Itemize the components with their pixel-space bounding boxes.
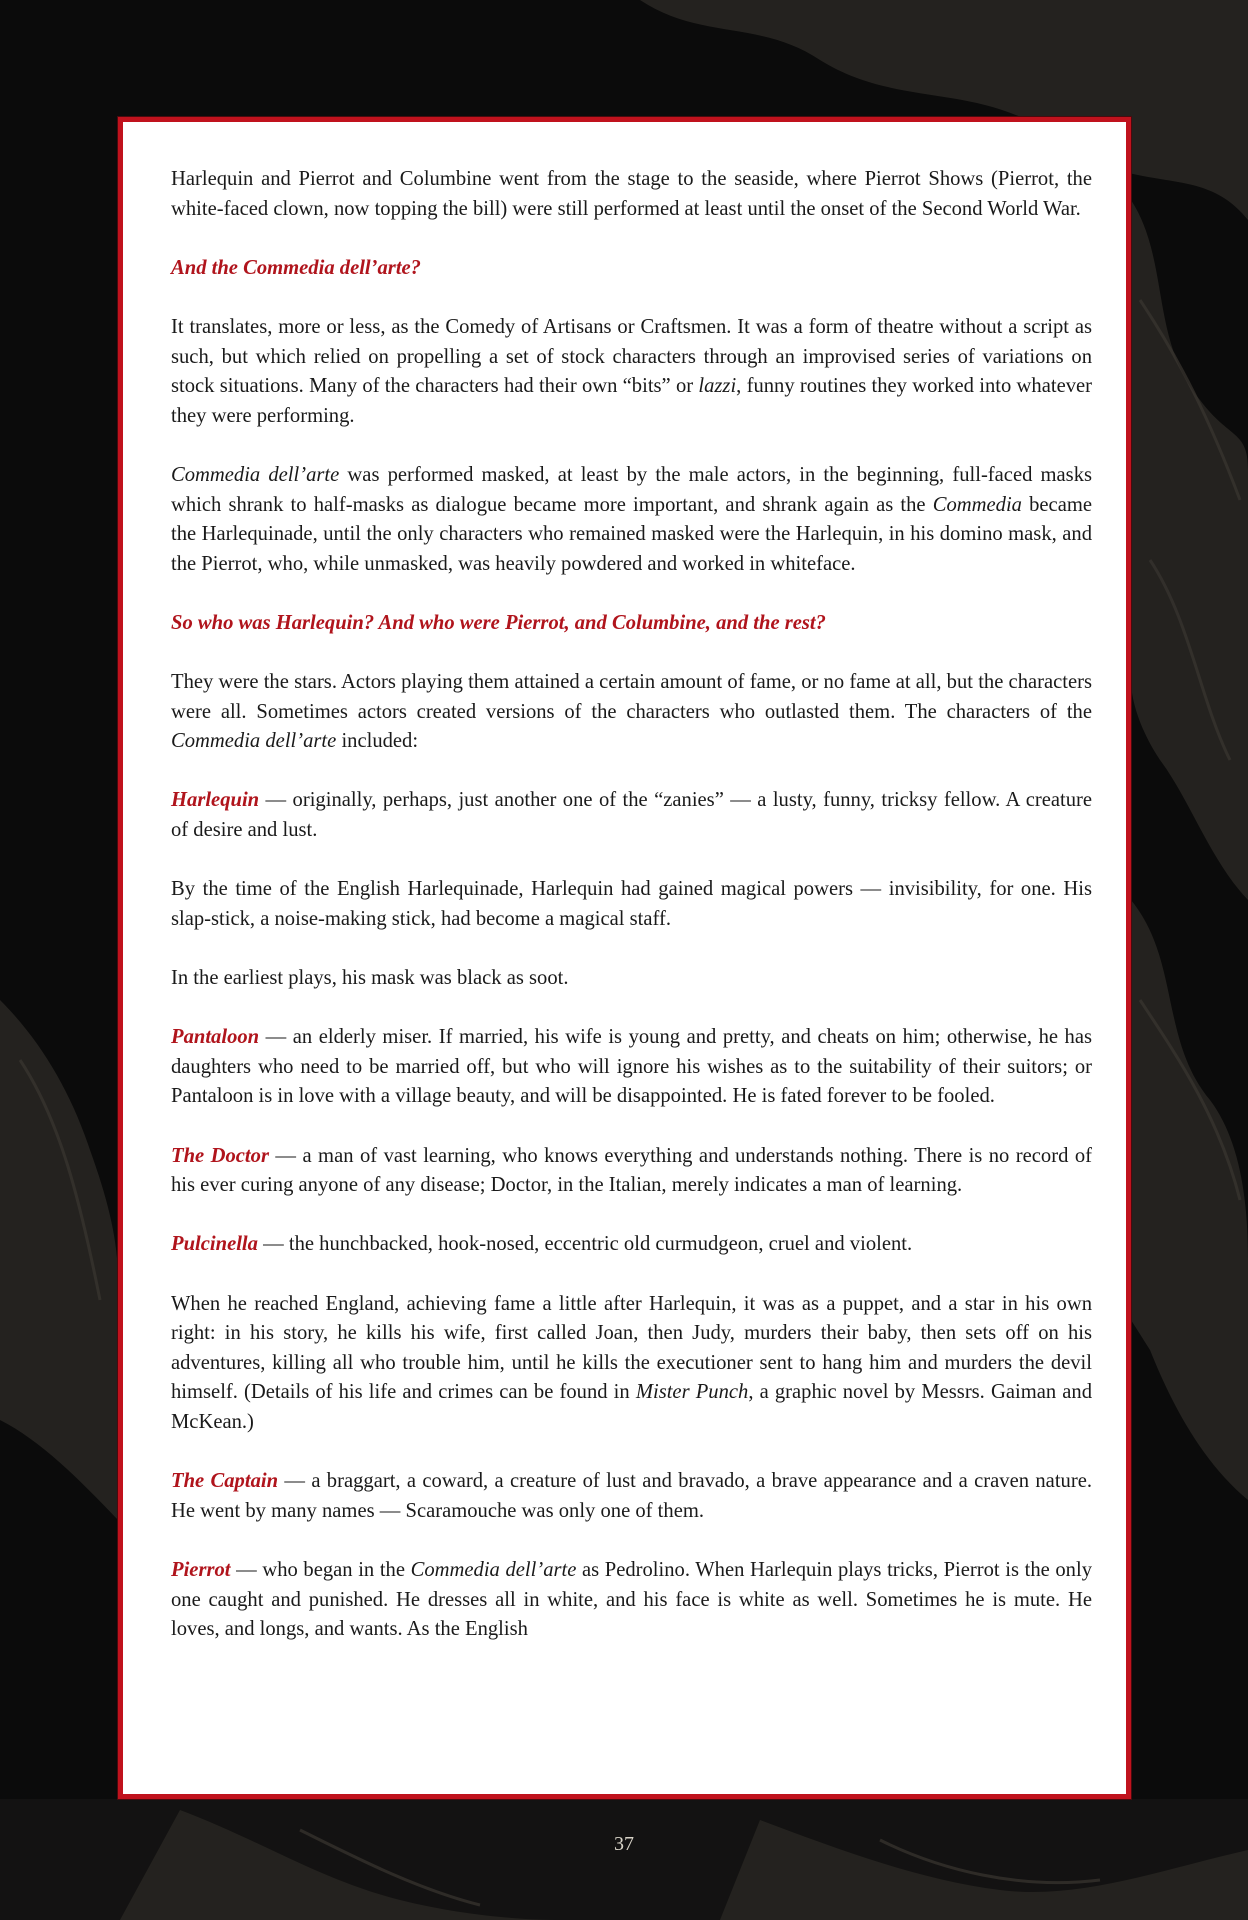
entry-doctor: The Doctor — a man of vast learning, who knows everything and understands nothing. There is no record of his ever curing anyone of any disease; Doctor, in the Italian, merely indicates a man of learning. [171,1144,1092,1197]
paragraph-masks: Commedia dell’arte was performed masked, at least by the male actors, in the beginning, full-faced masks which shrank to half-masks as dialogue became more important, and shrank again as the Commedia became the Harlequinade, until the only characters who remained masked were the Harlequin, in his domino mask, and the Pierrot, who, while unmasked, was heavily powdered and worked in whiteface. [171,463,1093,575]
text-panel [118,117,1131,1799]
paragraph-stars: They were the stars. Actors playing them attained a certain amount of fame, or no fame at all, but the characters were all. Sometimes actors created versions of the characters who outlasted them. The characters of the Commedia dell’arte included: [171,671,1092,753]
term-pulcinella: Pulcinella [171,1233,258,1256]
term-captain: The Captain [171,1470,279,1493]
entry-pierrot: Pierrot — who began in the Commedia dell’arte as Pedrolino. When Harlequin plays tricks, Pierrot is the only one caught and punished. He dresses all in white, and his face is white as well. Sometimes he is mute. He loves, and longs, and wants. As the English [171,1558,1092,1641]
entry-pulcinella: Pulcinella — the hunchbacked, hook-nosed, eccentric old curmudgeon, cruel and violent. [171,1233,913,1256]
entry-pantaloon: Pantaloon — an elderly miser. If married, his wife is young and pretty, and cheats on him; otherwise, he has daughters who need to be married off, but who will ignore his wishes as to the suitability of their suitors; or Pantaloon is in love with a village beauty, and will be disappointed. He is fated forever to be fooled. [171,1026,1092,1108]
term-pierrot: Pierrot [171,1558,231,1581]
term-doctor: The Doctor [171,1144,269,1167]
paragraph-mask-soot: In the earliest plays, his mask was black as soot. [171,967,569,990]
question-harlequin: So who was Harlequin? And who were Pierrot, and Columbine, and the rest? [171,611,826,634]
paragraph-seaside: Harlequin and Pierrot and Columbine went from the stage to the seaside, where Pierrot Shows (Pierrot, the white-faced clown, now topping the bill) were still performed at least until the onset of the Second World War. [171,168,1092,220]
paragraph-harlequinade: By the time of the English Harlequinade, Harlequin had gained magical powers — invisibility, for one. His slap-stick, a noise-making stick, had become a magical staff. [171,878,1092,930]
paragraph-translation: It translates, more or less, as the Comedy of Artisans or Craftsmen. It was a form of theatre without a script as such, but which relied on propelling a set of stock characters through an improvised series of variations on stock situations. Many of the characters had their own “bits” or lazzi, funny routines they worked into whatever they were performing. [171,315,1093,427]
entry-harlequin: Harlequin — originally, perhaps, just another one of the “zanies” — a lusty, funny, tricksy fellow. A creature of desire and lust. [171,789,1092,842]
page-number: 37 [614,1833,634,1855]
entry-captain: The Captain — a braggart, a coward, a creature of lust and bravado, a brave appearance and a craven nature. He went by many names — Scaramouche was only one of them. [171,1470,1092,1522]
term-harlequin: Harlequin [171,789,260,812]
article-body [171,165,1092,1645]
question-commedia: And the Commedia dell’arte? [171,256,421,279]
term-pantaloon: Pantaloon [171,1026,260,1049]
paragraph-punch: When he reached England, achieving fame a little after Harlequin, it was as a puppet, and a star in his own right: in his story, he kills his wife, first called Joan, then Judy, murders their baby, then sets off on his adventures, killing all who trouble him, until he kills the executioner sent to hang him and murders the devil himself. (Details of his life and crimes can be found in Mister Punch, a graphic novel by Messrs. Gaiman and McKean.) [171,1292,1093,1433]
